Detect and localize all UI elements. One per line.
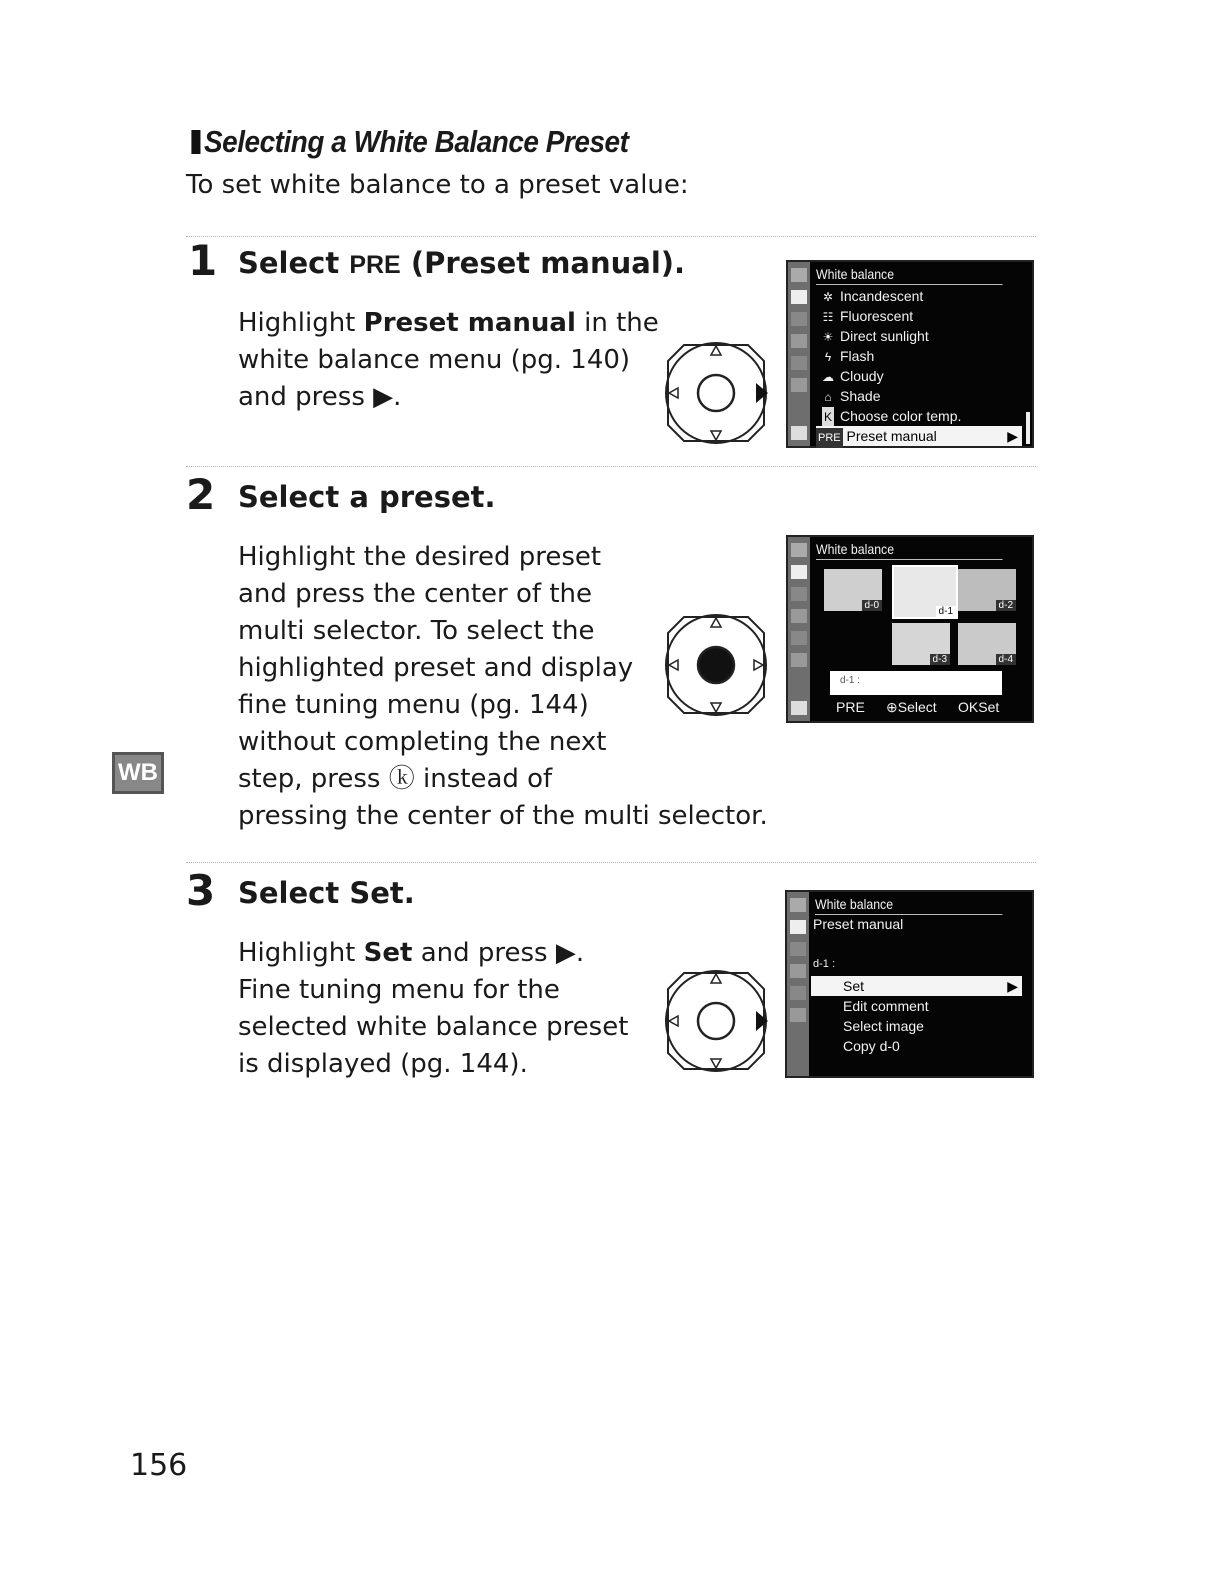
custom-icon (790, 942, 806, 956)
footer-select: ⊕Select (886, 699, 937, 715)
retouch-icon (791, 631, 807, 645)
menu-item-incandescent[interactable]: ✲ Incandescent (816, 286, 1022, 306)
sun-icon: ☀ (822, 330, 834, 344)
step-title (238, 876, 415, 910)
recent-icon (790, 1008, 806, 1022)
camera-screen-white-balance-menu (786, 260, 1034, 448)
custom-icon (791, 587, 807, 601)
camera-screen-preset-select (786, 535, 1034, 723)
step-number: 1 (188, 236, 218, 285)
shooting-icon (791, 565, 807, 579)
step-title-pre: PRE (349, 251, 401, 279)
preset-thumb[interactable]: d-0 (824, 569, 882, 611)
footer-pre: PRE (836, 699, 865, 715)
step-title-bold: Set. (349, 876, 415, 910)
preset-thumb[interactable]: d-3 (892, 623, 950, 665)
playback-icon (791, 543, 807, 557)
shade-icon: ⌂ (824, 390, 832, 404)
setup-icon (791, 609, 807, 623)
menu-sidebar (787, 892, 809, 1076)
retouch-icon (791, 356, 807, 370)
retouch-icon (790, 986, 806, 1000)
step-title: Select a preset. (238, 480, 496, 514)
body-line: fine tuning menu (pg. 144) (238, 690, 589, 720)
divider (186, 236, 1036, 237)
step-body (238, 305, 659, 416)
step-title (238, 246, 685, 280)
menu-item-shade[interactable]: ⌂ Shade (816, 386, 1022, 406)
step-body (238, 935, 628, 1083)
menu-item-preset-manual[interactable]: PRE Preset manual ▶ (816, 426, 1022, 446)
step-number: 3 (186, 866, 216, 915)
incandescent-icon: ✲ (822, 290, 834, 304)
preset-thumb-selected[interactable]: d-1 (892, 565, 958, 619)
body-line: and press the center of the (238, 579, 592, 609)
custom-icon (791, 312, 807, 326)
body-line: without completing the next (238, 727, 607, 757)
arrow-right-icon: ▶ (1007, 428, 1018, 444)
body-line: highlighted preset and display (238, 653, 634, 683)
menu-item-copy[interactable]: Copy d-0 (843, 1038, 900, 1054)
setup-icon (790, 964, 806, 978)
cloud-icon: ☁ (822, 370, 834, 384)
step-number: 2 (186, 470, 216, 519)
screen-title: White balance (816, 264, 1003, 285)
scrollbar[interactable] (1026, 412, 1030, 444)
step-title-prefix: Select (238, 246, 350, 280)
menu-sidebar (788, 537, 810, 721)
divider (186, 466, 1036, 467)
camera-screen-preset-manual (785, 890, 1034, 1078)
body-line: Fine tuning menu for the (238, 975, 560, 1005)
preset-thumb[interactable]: d-2 (958, 569, 1016, 611)
screen-subtitle: Preset manual (813, 916, 904, 932)
kelvin-icon: K (822, 407, 834, 427)
preset-label: d-1 : (813, 958, 836, 970)
footer-set: OKSet (958, 699, 1000, 715)
menu-item-cloudy[interactable]: ☁ Cloudy (816, 366, 1022, 386)
menu-item-set[interactable]: Set ▶ (811, 976, 1022, 996)
fluorescent-icon: ☷ (822, 310, 834, 324)
section-title-text: Selecting a White Balance Preset (204, 124, 629, 159)
preset-thumb[interactable]: d-4 (958, 623, 1016, 665)
pre-icon: PRE (816, 428, 843, 448)
screen-title: White balance (815, 894, 1002, 915)
setup-icon (791, 334, 807, 348)
section-marker-icon (186, 130, 200, 154)
body-line: Highlight Set and press ▶. (238, 938, 585, 968)
multi-selector-right-icon (660, 965, 772, 1077)
multi-selector-right-icon (660, 337, 772, 449)
body-line: pressing the center of the multi selector. (238, 801, 768, 831)
arrow-right-icon: ▶ (1007, 978, 1018, 994)
shooting-icon (790, 920, 806, 934)
body-line: and press ▶. (238, 382, 402, 412)
menu-item-flash[interactable]: ϟ Flash (816, 346, 1022, 366)
body-line: white balance menu (pg. 140) (238, 345, 631, 375)
body-line: selected white balance preset (238, 1012, 629, 1042)
flash-icon: ϟ (824, 350, 832, 364)
menu-item-edit-comment[interactable]: Edit comment (843, 998, 929, 1014)
help-icon (791, 701, 807, 715)
body-line: Highlight the desired preset (238, 542, 602, 572)
shooting-icon (791, 290, 807, 304)
playback-icon (790, 898, 806, 912)
section-title (186, 124, 628, 160)
page-number: 156 (130, 1448, 188, 1483)
menu-item-select-image[interactable]: Select image (843, 1018, 924, 1034)
step-title-prefix: Select (238, 876, 350, 910)
step-title-bold: (Preset manual). (400, 246, 686, 280)
recent-icon (791, 378, 807, 392)
recent-icon (791, 653, 807, 667)
wb-tab: WB (112, 752, 164, 794)
playback-icon (791, 268, 807, 282)
menu-sidebar (788, 262, 810, 446)
screen-title: White balance (816, 539, 1003, 560)
divider (186, 862, 1036, 863)
menu-item-fluorescent[interactable]: ☷ Fluorescent (816, 306, 1022, 326)
intro-text: To set white balance to a preset value: (186, 170, 689, 200)
preset-comment: d-1 : (830, 671, 1002, 695)
body-line: step, press ⓚ instead of (238, 764, 553, 794)
multi-selector-center-icon (660, 609, 772, 721)
body-line: Highlight Preset manual in the (238, 308, 659, 338)
menu-item-choose-color-temp[interactable]: K Choose color temp. (816, 406, 1022, 426)
help-icon (791, 426, 807, 440)
menu-item-direct-sunlight[interactable]: ☀ Direct sunlight (816, 326, 1022, 346)
body-line: is displayed (pg. 144). (238, 1049, 528, 1079)
body-line: multi selector. To select the (238, 616, 595, 646)
